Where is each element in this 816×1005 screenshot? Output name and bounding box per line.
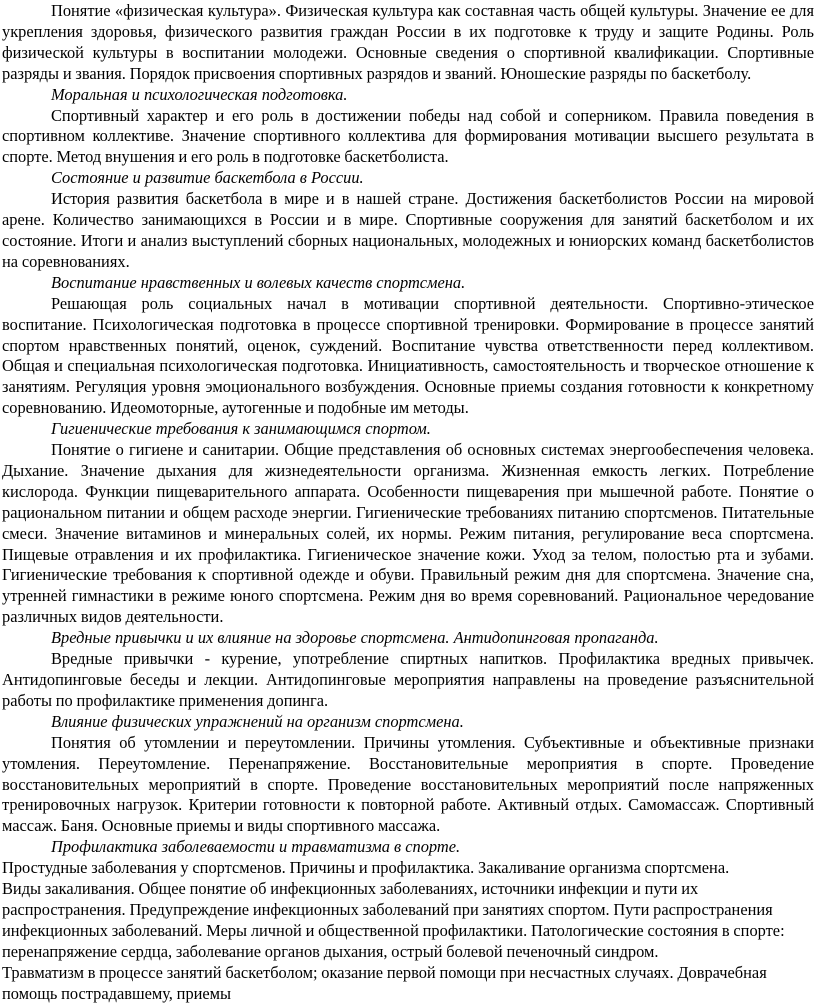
closing-line-injuries: Травматизм в процессе занятий баскетболом; оказание первой помощи при несчастных случаях. Доврачебная помощь пострадавшему, приемы <box>2 962 767 1003</box>
section-heading-hygiene: Гигиенические требования к занимающимся спортом. <box>51 419 431 439</box>
section-heading-moral-psychological: Моральная и психологическая подготовка. <box>51 84 348 104</box>
closing-line-hardening: Виды закаливания. Общее понятие об инфекционных заболеваниях, источники инфекции и пути их распространения. Предупреждение инфекционных заболеваний при занятиях спортом. Пути распространения инфекционных заболеваний. Меры личной и общественной профилактики. Патологические состояния в спорте: перенапряжение сердца, заболевание органов дыхания, острый болевой печеночный синдром. <box>2 879 785 961</box>
section-text-hygiene: Понятие о гигиене и санитарии. Общие представления об основных системах энергообеспечения человека. Дыхание. Значение дыхания для жизнедеятельности организма. Жизненная емкость легких. Потребление кислорода. Функции пищеварительного аппарата. Особенности пищеварения при мышечной работе. Понятие о рациональном питании и общем расходе энергии. Гигиенические требованиях питанию спортсменов. Питательные смеси. Значение витаминов и минеральных солей, их нормы. Режим питания, регулирование веса спортсмена. Пищевые отравления и их профилактика. Гигиеническое значение кожи. Уход за телом, полостью рта и зубами. Гигиенические требования к спортивной одежде и обуви. Правильный режим дня для спортсмена. Значение сна, утренней гимнастики в режиме юного спортсмена. Режим дня во время соревнований. Рациональное чередование различных видов деятельности. <box>2 440 814 627</box>
section-text-moral-volitional: Решающая роль социальных начал в мотивации спортивной деятельности. Спортивно-этическое воспитание. Психологическая подготовка в процессе спортивной тренировки. Формирование в процессе занятий спортом нравственных понятий, оценок, суждений. Воспитание чувства ответственности перед коллективом. Общая и специальная психологическая подготовка. Инициативность, самостоятельность и творческое отношение к занятиям. Регуляция уровня эмоционального возбуждения. Основные приемы создания готовности к конкретному соревнованию. Идеомоторные, аутогенные и подобные им методы. <box>2 293 814 418</box>
section-heading-moral-volitional: Воспитание нравственных и волевых качеств спортсмена. <box>51 272 466 292</box>
section-heading-bad-habits: Вредные привычки и их влияние на здоровье спортсмена. Антидопинговая пропаганда. <box>51 628 659 648</box>
section-heading-prevention: Профилактика заболеваемости и травматизма в спорте. <box>51 837 461 857</box>
section-heading-basketball-russia: Состояние и развитие баскетбола в России. <box>51 168 364 188</box>
section-heading-exercise-influence: Влияние физических упражнений на организм спортсмена. <box>51 711 464 731</box>
section-text-exercise-influence: Понятия об утомлении и переутомлении. Причины утомления. Субъективные и объективные признаки утомления. Переутомление. Перенапряжение. Восстановительные мероприятия в спорте. Проведение восстановительных мероприятий в спорте. Проведение восстановительных мероприятий после напряженных тренировочных нагрузок. Критерии готовности к повторной работе. Активный отдых. Самомассаж. Спортивный массаж. Баня. Основные приемы и виды спортивного массажа. <box>2 732 814 836</box>
section-text-moral-psychological: Спортивный характер и его роль в достижении победы над собой и соперником. Правила поведения в спортивном коллективе. Значение спортивного коллектива для формирования мотивации высшего результата в спорте. Метод внушения и его роль в подготовке баскетболиста. <box>2 105 814 167</box>
section-text-basketball-russia: История развития баскетбола в мире и в нашей стране. Достижения баскетболистов России на мировой арене. Количество занимающихся в России и в мире. Спортивные сооружения для занятий баскетболом и их состояние. Итоги и анализ выступлений сборных национальных, молодежных и юниорских команд баскетболистов на соревнованиях. <box>2 189 814 271</box>
section-text-bad-habits: Вредные привычки - курение, употребление спиртных напитков. Профилактика вредных привычек. Антидопинговые беседы и лекции. Антидопинговые мероприятия направлены на проведение разъяснительной работы по профилактике применения допинга. <box>2 649 814 710</box>
intro-paragraph: Понятие «физическая культура». Физическая культура как составная часть общей культуры. Значение ее для укрепления здоровья, физического развития граждан России в их подготовке к труду и защите Родины. Роль физической культуры в воспитании молодежи. Основные сведения о спортивной квалификации. Спортивные разряды и звания. Порядок присвоения спортивных разрядов и званий. Юношеские разряды по баскетболу. <box>2 1 814 83</box>
closing-line-colds: Простудные заболевания у спортсменов. Причины и профилактика. Закаливание организма спортсмена. <box>2 858 730 878</box>
